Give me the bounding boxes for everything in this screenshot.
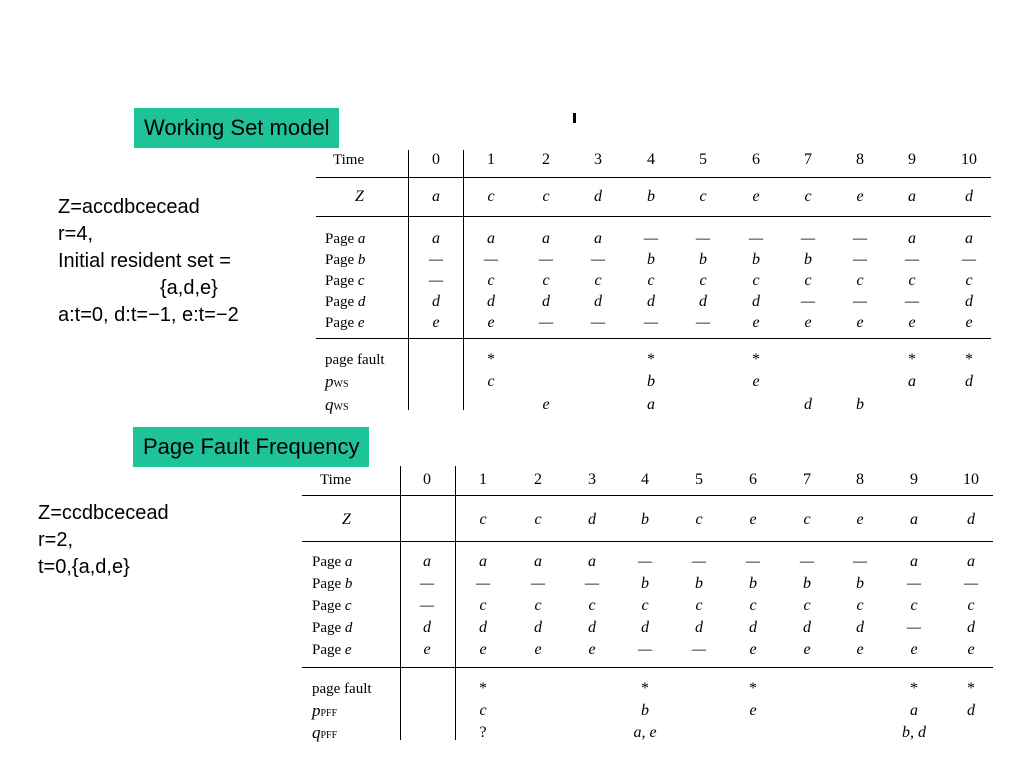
time-cell: 7: [804, 151, 812, 168]
p-cell: d: [965, 373, 973, 390]
page-fault-marker: *: [479, 680, 487, 697]
page-cell: —: [961, 251, 977, 268]
page-cell: —: [419, 575, 435, 592]
page-cell: a: [908, 230, 916, 247]
page-cell: —: [590, 314, 606, 331]
page-cell: c: [647, 272, 655, 289]
page-fault-marker: *: [487, 351, 495, 368]
page-cell: a: [479, 553, 487, 570]
page-cell: —: [745, 553, 761, 570]
z-row-label: Z: [342, 511, 351, 528]
q-cell: d: [804, 396, 812, 413]
z-row-label: Z: [355, 188, 364, 205]
page-cell: c: [967, 597, 975, 614]
reference-cell: d: [965, 188, 973, 205]
reference-cell: c: [803, 511, 811, 528]
page-cell: a: [588, 553, 596, 570]
page-cell: —: [800, 230, 816, 247]
page-cell: a: [542, 230, 550, 247]
reference-cell: c: [534, 511, 542, 528]
page-row-label: [312, 640, 352, 660]
page-cell: d: [647, 293, 655, 310]
page-fault-marker: *: [641, 680, 649, 697]
p-row-label: [312, 701, 337, 724]
time-cell: 9: [908, 151, 916, 168]
page-cell: b: [804, 251, 812, 268]
scan-mark: [573, 113, 576, 123]
ws-parameters: [58, 194, 239, 329]
page-cell: —: [904, 293, 920, 310]
reference-cell: e: [856, 188, 864, 205]
time-cell: 5: [699, 151, 707, 168]
page-cell: d: [752, 293, 760, 310]
page-cell: b: [749, 575, 757, 592]
reference-cell: a: [432, 188, 440, 205]
page-fault-marker: *: [965, 351, 973, 368]
page-row-label-prefix: Page: [325, 252, 358, 268]
page-row-label-prefix: Page: [312, 576, 345, 592]
page-cell: —: [428, 272, 444, 289]
reference-cell: b: [641, 511, 649, 528]
p-label-sub: WS: [333, 379, 349, 390]
page-cell: a: [910, 553, 918, 570]
page-cell: d: [641, 619, 649, 636]
page-cell: d: [803, 619, 811, 636]
table-rule: [302, 541, 993, 542]
p-cell: e: [749, 702, 757, 719]
page-row-label-var: c: [357, 273, 365, 289]
reference-cell: e: [856, 511, 864, 528]
page-fault-marker: *: [752, 351, 760, 368]
page-cell: —: [584, 575, 600, 592]
time-cell: 10: [961, 151, 977, 168]
q-cell: a: [647, 396, 655, 413]
page-cell: b: [699, 251, 707, 268]
page-row-label-prefix: Page: [325, 231, 358, 247]
page-cell: —: [590, 251, 606, 268]
page-cell: c: [856, 597, 864, 614]
page-cell: —: [475, 575, 491, 592]
page-row-label-var: a: [357, 231, 366, 247]
table-rule: [302, 667, 993, 668]
table-column-rule: [408, 150, 409, 410]
time-header-label: Time: [333, 152, 365, 168]
page-cell: c: [804, 272, 812, 289]
page-cell: —: [695, 230, 711, 247]
p-cell: b: [641, 702, 649, 719]
page-cell: e: [749, 641, 757, 658]
page-cell: d: [588, 619, 596, 636]
page-cell: —: [428, 251, 444, 268]
p-cell: e: [752, 373, 760, 390]
page-cell: —: [538, 314, 554, 331]
page-cell: b: [856, 575, 864, 592]
page-cell: c: [965, 272, 973, 289]
time-cell: 0: [432, 151, 440, 168]
q-label-sub: WS: [333, 402, 349, 413]
time-cell: 8: [856, 151, 864, 168]
page-cell: c: [803, 597, 811, 614]
page-cell: —: [852, 553, 868, 570]
ws-reference-string: Z=accdbcecead: [58, 196, 200, 218]
page-fault-marker: *: [967, 680, 975, 697]
q-label-main: q: [325, 395, 334, 414]
page-cell: d: [749, 619, 757, 636]
page-cell: —: [643, 314, 659, 331]
page-cell: b: [641, 575, 649, 592]
page-cell: c: [588, 597, 596, 614]
p-label-main: p: [312, 701, 321, 720]
page-cell: —: [963, 575, 979, 592]
page-cell: d: [695, 619, 703, 636]
ws-initial-set-label: Initial resident set =: [58, 250, 231, 272]
page-cell: d: [423, 619, 431, 636]
time-header-label: Time: [320, 472, 352, 488]
p-row-label: [325, 372, 349, 395]
table-rule: [316, 177, 991, 178]
page-cell: e: [534, 641, 542, 658]
page-row-label-prefix: Page: [325, 294, 358, 310]
ws-initial-set: {a,d,e}: [160, 277, 218, 299]
page-row-label-var: b: [357, 252, 366, 268]
page-cell: e: [967, 641, 975, 658]
pff-r-value: r=2,: [38, 529, 74, 551]
page-cell: a: [965, 230, 973, 247]
page-row-label-var: d: [344, 620, 353, 636]
page-cell: d: [965, 293, 973, 310]
page-cell: e: [908, 314, 916, 331]
page-cell: —: [695, 314, 711, 331]
table-rule: [316, 216, 991, 217]
page-cell: c: [749, 597, 757, 614]
page-cell: a: [432, 230, 440, 247]
page-row-label: [312, 552, 352, 572]
page-cell: e: [856, 314, 864, 331]
page-cell: e: [965, 314, 973, 331]
q-row-label: [312, 723, 337, 746]
page-cell: —: [538, 251, 554, 268]
time-cell: 5: [695, 471, 703, 488]
page-cell: e: [804, 314, 812, 331]
page-cell: —: [637, 641, 653, 658]
page-cell: —: [637, 553, 653, 570]
page-cell: a: [967, 553, 975, 570]
page-fault-marker: *: [647, 351, 655, 368]
page-cell: b: [752, 251, 760, 268]
page-cell: —: [852, 293, 868, 310]
page-row-label: [325, 271, 365, 291]
time-cell: 9: [910, 471, 918, 488]
page-cell: d: [542, 293, 550, 310]
page-cell: d: [487, 293, 495, 310]
p-cell: d: [967, 702, 975, 719]
page-cell: —: [643, 230, 659, 247]
reference-cell: b: [647, 188, 655, 205]
pff-reference-string: Z=ccdbcecead: [38, 502, 169, 524]
q-label-sub: PFF: [320, 730, 338, 741]
page-cell: e: [487, 314, 495, 331]
page-row-label-var: a: [344, 554, 353, 570]
page-cell: c: [487, 272, 495, 289]
reference-cell: a: [910, 511, 918, 528]
page-row-label: [325, 229, 365, 249]
p-cell: b: [647, 373, 655, 390]
page-cell: —: [691, 553, 707, 570]
page-row-label-var: c: [344, 598, 352, 614]
page-cell: e: [803, 641, 811, 658]
page-cell: d: [967, 619, 975, 636]
time-cell: 7: [803, 471, 811, 488]
reference-cell: c: [695, 511, 703, 528]
page-cell: —: [800, 293, 816, 310]
page-cell: c: [534, 597, 542, 614]
reference-cell: c: [699, 188, 707, 205]
time-cell: 2: [534, 471, 542, 488]
page-cell: e: [479, 641, 487, 658]
page-row-label-var: b: [344, 576, 353, 592]
page-cell: b: [803, 575, 811, 592]
page-cell: e: [588, 641, 596, 658]
time-cell: 10: [963, 471, 979, 488]
reference-cell: a: [908, 188, 916, 205]
page-cell: c: [542, 272, 550, 289]
time-cell: 2: [542, 151, 550, 168]
reference-cell: d: [594, 188, 602, 205]
page-row-label-prefix: Page: [312, 620, 345, 636]
time-cell: 4: [641, 471, 649, 488]
time-cell: 3: [588, 471, 596, 488]
page-cell: c: [908, 272, 916, 289]
page-row-label-prefix: Page: [312, 554, 345, 570]
time-cell: 6: [749, 471, 757, 488]
page-cell: e: [432, 314, 440, 331]
page-cell: d: [856, 619, 864, 636]
page-cell: b: [647, 251, 655, 268]
ws-r-value: r=4,: [58, 223, 94, 245]
page-cell: c: [910, 597, 918, 614]
page-cell: e: [423, 641, 431, 658]
p-cell: a: [910, 702, 918, 719]
page-row-label: [325, 292, 365, 312]
q-cell: ?: [479, 724, 487, 741]
page-cell: —: [691, 641, 707, 658]
reference-cell: c: [804, 188, 812, 205]
q-row-label: [325, 395, 349, 418]
page-cell: a: [423, 553, 431, 570]
p-label-main: p: [325, 372, 334, 391]
table-column-rule: [400, 466, 401, 740]
pff-parameters: [38, 500, 169, 581]
page-fault-frequency-tag: Page Fault Frequency: [133, 427, 369, 467]
time-cell: 1: [479, 471, 487, 488]
q-cell: b: [856, 396, 864, 413]
page-cell: d: [534, 619, 542, 636]
page-row-label: [312, 596, 352, 616]
page-fault-marker: *: [749, 680, 757, 697]
page-cell: —: [904, 251, 920, 268]
page-fault-label: page fault: [312, 681, 372, 697]
page-cell: e: [910, 641, 918, 658]
reference-cell: d: [588, 511, 596, 528]
table-rule: [316, 338, 991, 339]
p-cell: c: [479, 702, 487, 719]
q-cell: a, e: [633, 724, 657, 741]
page-cell: c: [752, 272, 760, 289]
page-cell: —: [530, 575, 546, 592]
page-row-label-prefix: Page: [325, 273, 358, 289]
page-cell: d: [699, 293, 707, 310]
page-cell: d: [479, 619, 487, 636]
page-cell: —: [483, 251, 499, 268]
page-row-label-var: e: [344, 642, 352, 658]
page-row-label-prefix: Page: [312, 598, 345, 614]
page-cell: c: [695, 597, 703, 614]
table-column-rule: [463, 150, 464, 410]
working-set-model-tag: Working Set model: [134, 108, 339, 148]
p-label-sub: PFF: [320, 708, 338, 719]
page-cell: c: [479, 597, 487, 614]
page-row-label-var: e: [357, 315, 365, 331]
page-cell: a: [594, 230, 602, 247]
table-rule: [302, 495, 993, 496]
q-cell: b, d: [902, 724, 926, 741]
page-row-label: [312, 618, 352, 638]
page-cell: —: [906, 619, 922, 636]
page-fault-marker: *: [910, 680, 918, 697]
page-cell: a: [487, 230, 495, 247]
page-cell: b: [695, 575, 703, 592]
page-cell: c: [594, 272, 602, 289]
time-cell: 8: [856, 471, 864, 488]
reference-cell: c: [479, 511, 487, 528]
time-cell: 6: [752, 151, 760, 168]
reference-cell: c: [542, 188, 550, 205]
page-row-label-prefix: Page: [325, 315, 358, 331]
pff-initial-set: t=0,{a,d,e}: [38, 556, 130, 578]
table-column-rule: [455, 466, 456, 740]
page-row-label: [325, 313, 365, 333]
page-cell: c: [641, 597, 649, 614]
time-cell: 0: [423, 471, 431, 488]
page-cell: d: [432, 293, 440, 310]
page-row-label: [312, 574, 352, 594]
page-cell: —: [419, 597, 435, 614]
page-row-label-prefix: Page: [312, 642, 345, 658]
reference-cell: d: [967, 511, 975, 528]
page-cell: —: [906, 575, 922, 592]
page-cell: e: [856, 641, 864, 658]
time-cell: 4: [647, 151, 655, 168]
time-cell: 1: [487, 151, 495, 168]
page-cell: d: [594, 293, 602, 310]
reference-cell: e: [752, 188, 760, 205]
page-fault-marker: *: [908, 351, 916, 368]
page-cell: —: [799, 553, 815, 570]
page-cell: a: [534, 553, 542, 570]
time-cell: 3: [594, 151, 602, 168]
page-fault-label: page fault: [325, 352, 385, 368]
page-cell: —: [852, 230, 868, 247]
page-cell: —: [748, 230, 764, 247]
page-row-label-var: d: [357, 294, 366, 310]
q-label-main: q: [312, 723, 321, 742]
ws-initial-times: a:t=0, d:t=−1, e:t=−2: [58, 304, 239, 326]
p-cell: a: [908, 373, 916, 390]
p-cell: c: [487, 373, 495, 390]
page-cell: c: [856, 272, 864, 289]
page-cell: c: [699, 272, 707, 289]
page-row-label: [325, 250, 365, 270]
q-cell: e: [542, 396, 550, 413]
reference-cell: c: [487, 188, 495, 205]
page-cell: e: [752, 314, 760, 331]
reference-cell: e: [749, 511, 757, 528]
page-cell: —: [852, 251, 868, 268]
